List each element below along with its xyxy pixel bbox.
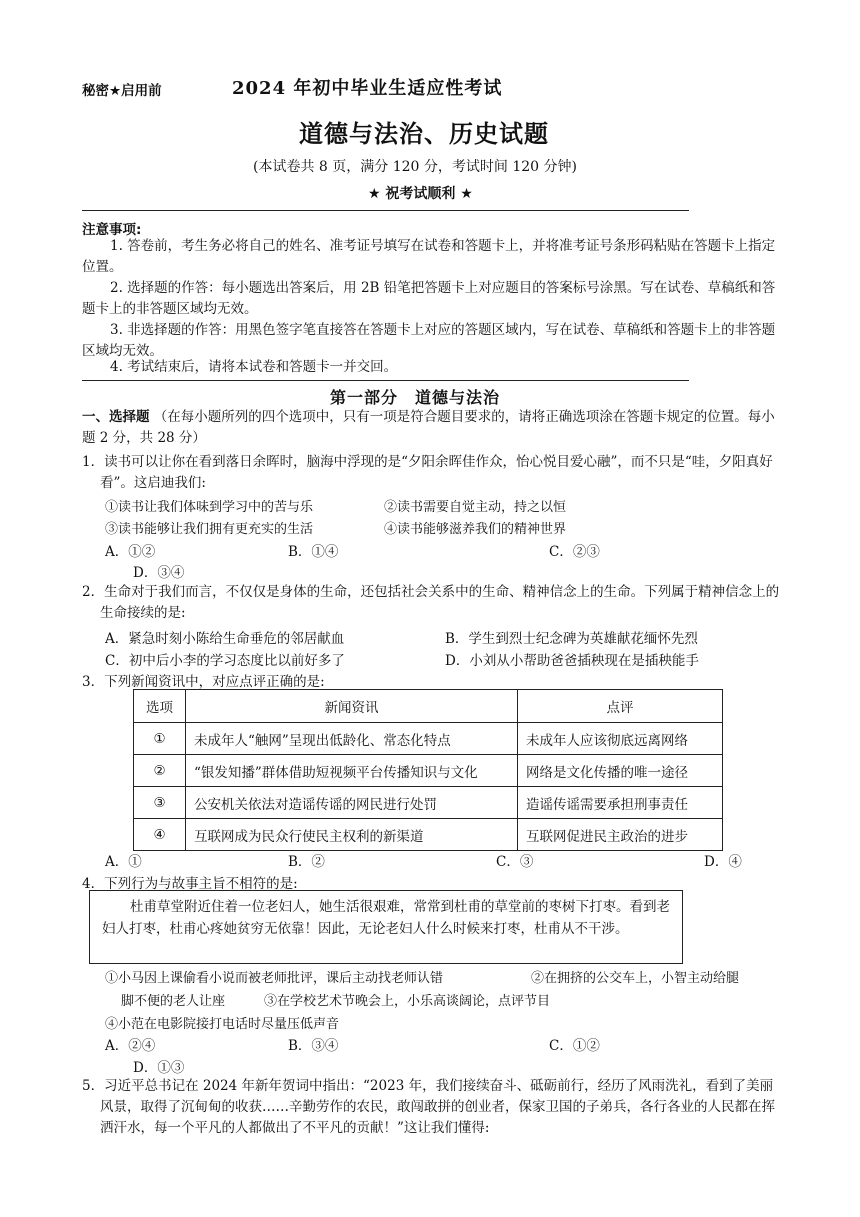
q3-stem: 3．下列新闻资讯中，对应点评正确的是: [82, 674, 325, 690]
note-item-4: 4. 考试结束后，请将本试卷和答题卡一并交回。 [110, 359, 398, 375]
q4-option-a: A．②④ [105, 1038, 156, 1054]
secret-label: 秘密★启用前 [82, 83, 162, 99]
table-cell: ① [134, 723, 186, 755]
table-row [134, 787, 723, 819]
table-cell: ③ [134, 787, 186, 819]
q4-option-c: C．①② [549, 1038, 600, 1054]
table-cell: 造谣传谣需要承担刑事责任 [518, 787, 723, 819]
table-cell: 互联网促进民主政治的进步 [518, 819, 723, 851]
story-text: 杜甫草堂附近住着一位老妇人，她生活很艰难，常常到杜甫的草堂前的枣树下打枣。看到老妇人打枣，杜甫心疼她贫穷无依靠！因此，无论老妇人什么时候来打枣，杜甫从不干涉。 [102, 899, 670, 937]
q2-option-d: D．小刘从小帮助爸爸插秧现在是插秧能手 [445, 653, 699, 669]
q5-stem: 5．习近平总书记在 2024 年新年贺词中指出：“2023 年，我们接续奋斗、砥砺前行，经历了风雨洗礼，看到了美丽风景，取得了沉甸甸的收获……辛勤劳作的农民，敢闯敢拼的创业者，保家卫国的子弟兵，各行各业的人民都在挥洒汗水，每一个平凡的人都做出了不平凡的贡献！”这让我们懂得: [82, 1078, 775, 1136]
table-row [134, 819, 723, 851]
main-title: 道德与法治、历史试题 [299, 119, 549, 148]
q4-statement-2-cont: 脚不便的老人让座 [121, 994, 226, 1009]
q1-statement-3: ③读书能够让我们拥有更充实的生活 [105, 522, 314, 537]
table-header: 新闻资讯 [186, 690, 518, 723]
notes-heading: 注意事项: [82, 222, 142, 238]
q1-option-d: D．③④ [133, 565, 185, 581]
q1-stem: 1．读书可以让你在看到落日余晖时，脑海中浮现的是“夕阳余晖佳作众，怡心悦目爱心融”，而不只是“哇，夕阳真好看”。这启迪我们: [82, 454, 773, 491]
table-cell: 互联网成为民众行使民主权利的新渠道 [186, 819, 518, 851]
q1-statement-1: ①读书让我们体味到学习中的苦与乐 [105, 500, 314, 515]
q1-option-c: C．②③ [549, 544, 600, 560]
q1-statement-4: ④读书能够滋养我们的精神世界 [384, 522, 567, 537]
q1-option-b: B．①④ [288, 544, 339, 560]
q2-option-c: C．初中后小李的学习态度比以前好多了 [105, 653, 345, 669]
table-cell: ② [134, 755, 186, 787]
q2-option-a: A．紧急时刻小陈给生命垂危的邻居献血 [105, 631, 345, 647]
q3-option-d: D．④ [704, 854, 742, 870]
q1-statement-2: ②读书需要自觉主动，持之以恒 [384, 500, 567, 515]
divider-top [82, 210, 689, 211]
table-row [134, 755, 723, 787]
q2-stem: 2．生命对于我们而言，不仅仅是身体的生命，还包括社会关系中的生命、精神信念上的生命。下列属于精神信念上的生命接续的是: [82, 584, 780, 621]
q3-option-a: A．① [105, 854, 142, 870]
q4-statement-1: ①小马因上课偷看小说而被老师批评，课后主动找老师认错 [105, 971, 444, 986]
table-cell: ④ [134, 819, 186, 851]
exam-title: 2024 年初中毕业生适应性考试 [232, 78, 503, 99]
q4-statement-4: ④小范在电影院接打电话时尽量压低声音 [105, 1017, 340, 1032]
wish-line: ★ 祝考试顺利 ★ [368, 186, 473, 202]
q4-stem: 4．下列行为与故事主旨不相符的是: [82, 876, 298, 892]
part-title: 第一部分 道德与法治 [330, 388, 501, 407]
table-header-row [134, 690, 723, 723]
news-table [133, 689, 723, 851]
q4-statement-2: ②在拥挤的公交车上，小智主动给腿 [531, 971, 740, 986]
table-cell: 未成年人“触网”呈现出低龄化、常态化特点 [186, 723, 518, 755]
section-description: （在每小题所列的四个选项中，只有一项是符合题目要求的，请将正确选项涂在答题卡规定的位置。每小题 2 分，共 28 分） [82, 409, 775, 446]
table-cell: 公安机关依法对造谣传谣的网民进行处罚 [186, 787, 518, 819]
note-item-1: 1. 答卷前，考生务必将自己的姓名、准考证号填写在试卷和答题卡上，并将准考证号条形码粘贴在答题卡上指定位置。 [82, 238, 776, 275]
q4-option-d: D．①③ [133, 1060, 185, 1076]
table-row [134, 723, 723, 755]
table-cell: 网络是文化传播的唯一途径 [518, 755, 723, 787]
table-header: 点评 [518, 690, 723, 723]
q4-option-b: B．③④ [288, 1038, 339, 1054]
exam-info: (本试卷共 8 页，满分 120 分，考试时间 120 分钟) [253, 159, 577, 175]
note-item-2: 2. 选择题的作答：每小题选出答案后，用 2B 铅笔把答题卡上对应题目的答案标号涂黑。写在试卷、草稿纸和答题卡上的非答题区域均无效。 [82, 280, 776, 317]
q1-option-a: A．①② [105, 544, 156, 560]
table-cell: 未成年人应该彻底远离网络 [518, 723, 723, 755]
q3-option-b: B．② [288, 854, 325, 870]
section-heading: 一、选择题 [82, 409, 150, 425]
table-cell: “银发知播”群体借助短视频平台传播知识与文化 [186, 755, 518, 787]
q2-option-b: B．学生到烈士纪念碑为英雄献花缅怀先烈 [445, 631, 698, 647]
q3-option-c: C．③ [496, 854, 534, 870]
q4-statement-3: ③在学校艺术节晚会上，小乐高谈阔论，点评节目 [264, 994, 551, 1009]
divider-notes [82, 380, 689, 381]
section-intro [82, 407, 782, 449]
table-header: 选项 [134, 690, 186, 723]
note-item-3: 3. 非选择题的作答：用黑色签字笔直接答在答题卡上对应的答题区域内，写在试卷、草稿纸和答题卡上的非答题区域均无效。 [82, 322, 776, 359]
